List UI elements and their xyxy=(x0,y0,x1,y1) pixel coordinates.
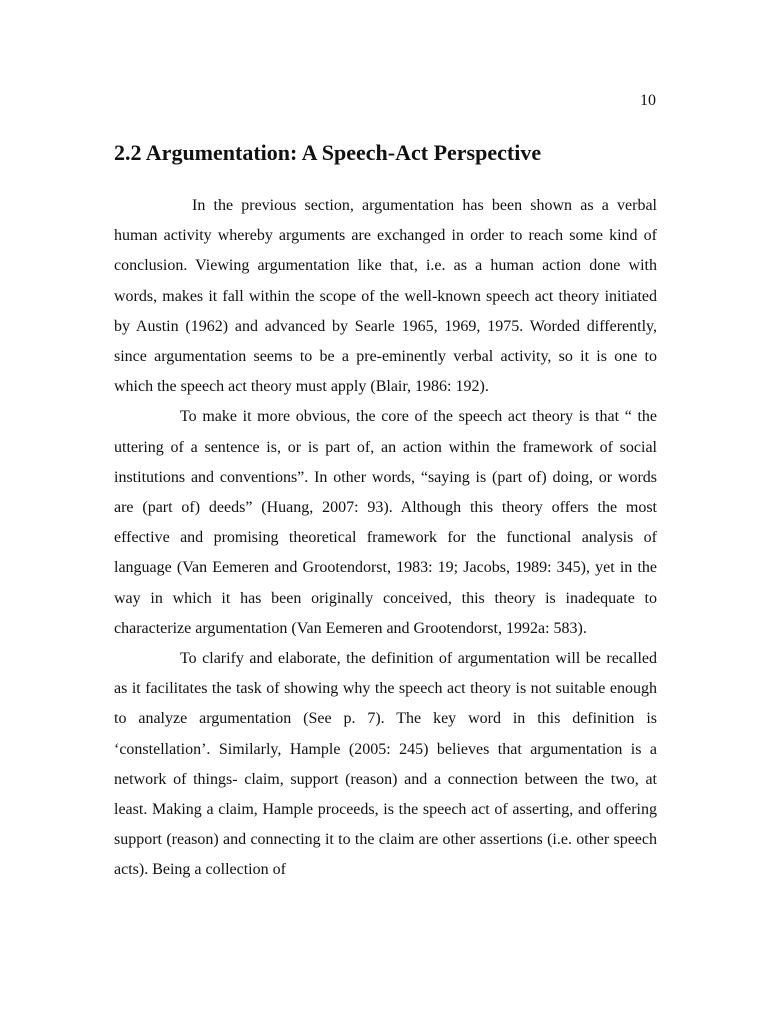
section-title: 2.2 Argumentation: A Speech-Act Perspective xyxy=(114,140,542,165)
page-number: 10 xyxy=(640,92,656,109)
paragraph: To make it more obvious, the core of the speech act theory is that “ the uttering of a sentence is, or is part of, an action within the framework of social institutions and conventions”. In other words, “saying is (part of) doing, or words are (part of) deeds” (Huang, 2007: 93). Although this theory offers the most effective and promising theoretical framework for the functional analysis of language (Van Eemeren and Grootendorst, 1983: 19; Jacobs, 1989: 345), yet in the way in which it has been originally conceived, this theory is inadequate to characterize argumentation (Van Eemeren and Grootendorst, 1992a: 583). xyxy=(114,408,657,637)
paragraph: To clarify and elaborate, the definition of argumentation will be recalled as it facilitates the task of showing why the speech act theory is not suitable enough to analyze argumentation (See p. 7). The key word in this definition is ‘constellation’. Similarly, Hample (2005: 245) believes that argumentation is a network of things- claim, support (reason) and a connection between the two, at least. Making a claim, Hample proceeds, is the speech act of asserting, and offering support (reason) and connecting it to the claim are other assertions (i.e. other speech acts). Being a collection of xyxy=(114,650,657,879)
body-text xyxy=(114,191,657,886)
paragraph: In the previous section, argumentation has been shown as a verbal human activity whereby arguments are exchanged in order to reach some kind of conclusion. Viewing argumentation like that, i.e. as a human action done with words, makes it fall within the scope of the well-known speech act theory initiated by Austin (1962) and advanced by Searle 1965, 1969, 1975. Worded differently, since argumentation seems to be a pre-eminently verbal activity, so it is one to which the speech act theory must apply (Blair, 1986: 192). xyxy=(114,197,657,396)
